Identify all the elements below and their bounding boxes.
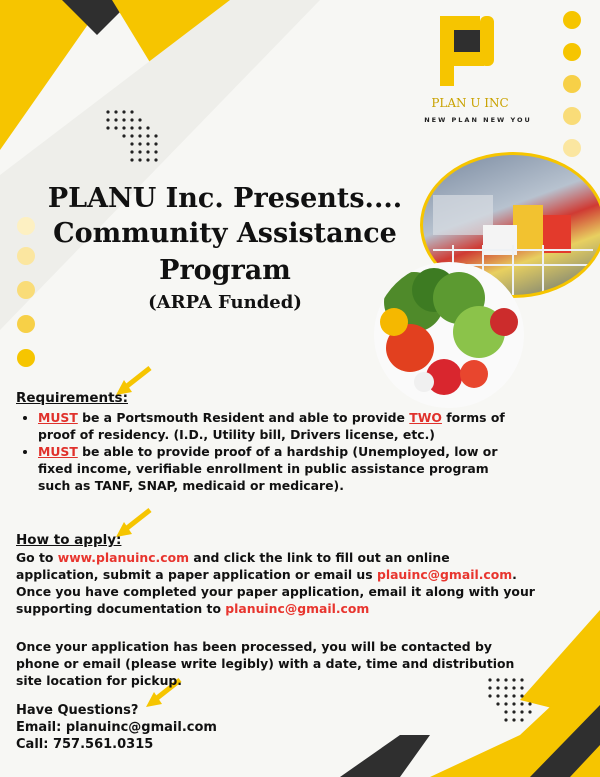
title-line-1: PLANU Inc. Presents....: [47, 183, 403, 214]
two-label: TWO: [409, 410, 442, 425]
apply-heading: How to apply:: [16, 532, 122, 548]
requirement-item-2: [38, 443, 516, 494]
requirement-item-1: [38, 409, 516, 443]
website-link[interactable]: www.planuinc.com: [57, 550, 190, 565]
apply-text: [16, 549, 536, 617]
email-link-1[interactable]: plauinc@gmail.com: [376, 567, 513, 582]
logo-name: PLAN U INC: [431, 96, 509, 110]
right-dots-column: [563, 11, 581, 157]
email-link-2[interactable]: planuinc@gmail.com: [225, 601, 370, 616]
apply-text-part: Go to: [16, 550, 58, 565]
title-line-4: (ARPA Funded): [148, 292, 302, 313]
contact-email: Email: planuinc@gmail.com: [16, 720, 217, 735]
logo-mark-icon: [420, 14, 550, 94]
requirement-text: forms of proof of residency. (I.D., Utility bill, Drivers license, etc.): [38, 410, 505, 442]
logo: [420, 14, 550, 129]
requirements-list: [16, 409, 516, 494]
requirements-heading: Requirements:: [16, 390, 128, 406]
title-line-2: Community Assistance: [53, 218, 397, 249]
apply-text-part: and click the link to fill out an online application, submit a paper application or email us: [16, 550, 450, 582]
dark-stripe-1: [340, 735, 430, 777]
requirement-text: be a Portsmouth Resident and able to provide: [77, 410, 410, 425]
contact-section: [16, 702, 316, 753]
requirement-text: be able to provide proof of a hardship (Unemployed, low or fixed income, verifiable enrollment in public assistance program such as TANF, SNAP, medicaid or medicare).: [38, 444, 498, 493]
processed-paragraph: Once your application has been processed, you will be contacted by phone or email (please write legibly) with a date, time and distribution site location for pickup.: [16, 639, 515, 688]
requirements-section: [16, 390, 516, 494]
must-label: MUST: [38, 444, 78, 459]
questions-heading: Have Questions?: [16, 703, 139, 718]
title-line-3: Program: [159, 255, 291, 286]
logo-tagline: NEW PLAN NEW YOU: [424, 116, 532, 124]
must-label: MUST: [38, 410, 78, 425]
apply-section: [16, 532, 536, 617]
apply-text-part: . Once you have completed your paper application, email it along with your supporting documentation to: [16, 567, 535, 616]
contact-phone: Call: 757.561.0315: [16, 737, 154, 752]
